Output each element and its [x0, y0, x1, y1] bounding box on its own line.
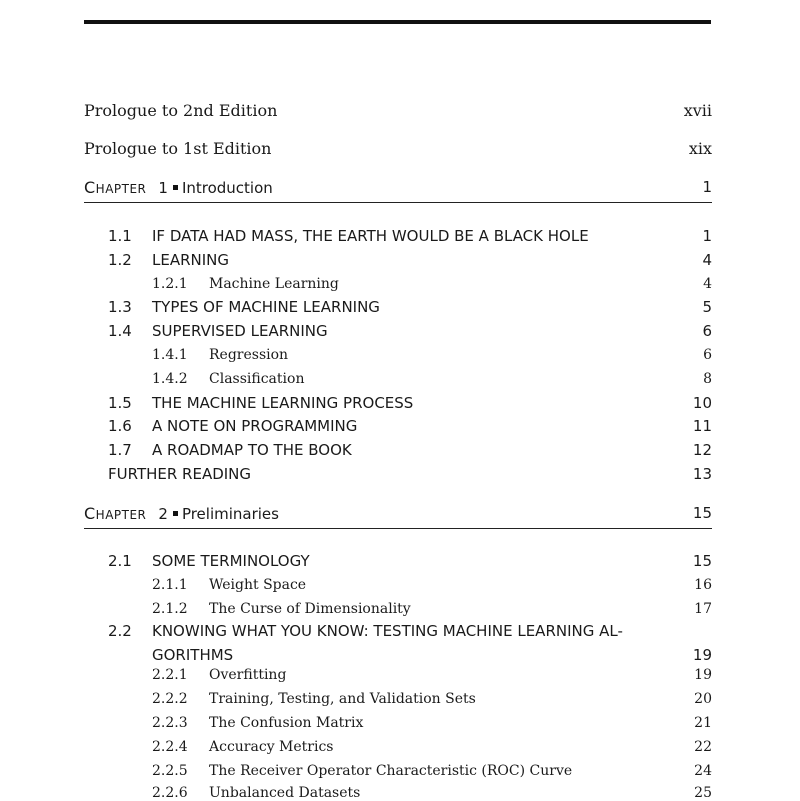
entry-title-line1: KNOWING WHAT YOU KNOW: TESTING MACHINE LEARNING AL-	[152, 622, 623, 640]
toc-chapter-1[interactable]	[84, 178, 712, 203]
entry-page: 13	[692, 465, 712, 483]
entry-page: 20	[694, 691, 712, 707]
toc-entry-further-reading[interactable]	[108, 465, 712, 483]
entry-page: 25	[694, 785, 712, 801]
toc-entry-prologue-1st[interactable]	[84, 139, 712, 158]
entry-title: Overfitting	[209, 667, 287, 683]
entry-title: Prologue to 1st Edition	[84, 139, 272, 158]
entry-title: The Receiver Operator Characteristic (ROC) Curve	[209, 763, 573, 779]
entry-page: 4	[702, 251, 712, 269]
toc-entry-1-5[interactable]	[108, 394, 712, 412]
entry-number: 2.1.1	[152, 577, 188, 593]
entry-number: 2.2.2	[152, 691, 188, 707]
entry-page: 8	[703, 371, 712, 387]
toc-entry-2-2-3[interactable]	[152, 715, 712, 731]
entry-page: 16	[694, 577, 712, 593]
toc-entry-1-4[interactable]	[108, 322, 712, 340]
entry-number: 1.7	[108, 441, 132, 459]
bullet-icon	[173, 185, 178, 190]
toc-entry-2-1[interactable]	[108, 552, 712, 570]
entry-page: 5	[702, 298, 712, 316]
entry-title: IF DATA HAD MASS, THE EARTH WOULD BE A BLACK HOLE	[152, 227, 589, 245]
entry-title: THE MACHINE LEARNING PROCESS	[152, 394, 414, 412]
entry-number: 2.2.5	[152, 763, 188, 779]
toc-entry-1-6[interactable]	[108, 417, 712, 435]
entry-number: 2.1.2	[152, 601, 188, 617]
entry-page: 11	[692, 417, 712, 435]
entry-number: 2.2	[108, 622, 132, 640]
entry-title: Unbalanced Datasets	[209, 785, 361, 801]
entry-page: 1	[702, 227, 712, 245]
entry-title: Weight Space	[209, 577, 307, 593]
toc-entry-2-2-6[interactable]	[152, 785, 712, 801]
toc-entry-2-2-5[interactable]	[152, 763, 712, 779]
entry-number: 1.4.1	[152, 347, 188, 363]
top-rule	[84, 20, 711, 24]
entry-page: 6	[702, 322, 712, 340]
entry-title: Training, Testing, and Validation Sets	[209, 691, 476, 707]
toc-entry-1-7[interactable]	[108, 441, 712, 459]
chapter-page: 1	[702, 178, 712, 196]
entry-title: TYPES OF MACHINE LEARNING	[152, 298, 380, 316]
toc-entry-prologue-2nd[interactable]	[84, 101, 712, 120]
entry-page: 12	[692, 441, 712, 459]
entry-number: 1.6	[108, 417, 132, 435]
entry-page: 22	[694, 739, 712, 755]
chapter-number: 1	[158, 179, 168, 197]
toc-entry-1-3[interactable]	[108, 298, 712, 316]
entry-page: 24	[694, 763, 712, 779]
toc-entry-1-2[interactable]	[108, 251, 712, 269]
entry-title: LEARNING	[152, 251, 230, 269]
entry-title: FURTHER READING	[108, 465, 252, 483]
entry-number: 1.3	[108, 298, 132, 316]
toc-entry-2-1-1[interactable]	[152, 577, 712, 593]
entry-number: 1.4	[108, 322, 132, 340]
entry-title: Regression	[209, 347, 289, 363]
chapter-word: CHAPTER	[84, 178, 147, 197]
entry-number: 1.5	[108, 394, 132, 412]
toc-entry-2-2[interactable]	[108, 622, 712, 670]
entry-page: xix	[688, 139, 712, 158]
entry-page: 15	[692, 552, 712, 570]
entry-number: 2.2.3	[152, 715, 188, 731]
toc-chapter-2[interactable]	[84, 504, 712, 529]
toc-entry-1-2-1[interactable]	[152, 276, 712, 292]
chapter-page: 15	[692, 504, 712, 522]
entry-title: SOME TERMINOLOGY	[152, 552, 310, 570]
entry-title: Accuracy Metrics	[209, 739, 334, 755]
entry-number: 2.2.4	[152, 739, 188, 755]
entry-title: The Curse of Dimensionality	[209, 601, 411, 617]
entry-title: Classification	[209, 371, 305, 387]
toc-entry-2-2-1[interactable]	[152, 667, 712, 683]
entry-title: A ROADMAP TO THE BOOK	[152, 441, 352, 459]
bullet-icon	[173, 511, 178, 516]
entry-page: xvii	[683, 101, 712, 120]
entry-number: 1.2	[108, 251, 132, 269]
toc-entry-2-2-4[interactable]	[152, 739, 712, 755]
chapter-number: 2	[158, 505, 168, 523]
entry-number: 1.2.1	[152, 276, 188, 292]
toc-entry-2-1-2[interactable]	[152, 601, 712, 617]
chapter-word: CHAPTER	[84, 504, 147, 523]
entry-number: 2.1	[108, 552, 132, 570]
chapter-title: Introduction	[181, 179, 273, 197]
entry-title: The Confusion Matrix	[209, 715, 364, 731]
entry-page: 4	[703, 276, 712, 292]
entry-page: 10	[692, 394, 712, 412]
toc-entry-1-4-2[interactable]	[152, 371, 712, 387]
entry-page: 6	[703, 347, 712, 363]
entry-page: 19	[694, 667, 712, 683]
entry-number: 2.2.6	[152, 785, 188, 801]
toc-entry-1-4-1[interactable]	[152, 347, 712, 363]
toc-entry-1-1[interactable]	[108, 227, 712, 245]
entry-title: A NOTE ON PROGRAMMING	[152, 417, 358, 435]
entry-title-line2: GORITHMS	[152, 646, 234, 664]
entry-number: 1.4.2	[152, 371, 188, 387]
entry-page: 17	[694, 601, 712, 617]
entry-page: 19	[692, 646, 712, 664]
toc-entry-2-2-2[interactable]	[152, 691, 712, 707]
entry-title: SUPERVISED LEARNING	[152, 322, 328, 340]
entry-title: Prologue to 2nd Edition	[84, 101, 278, 120]
entry-page: 21	[694, 715, 712, 731]
entry-title: Machine Learning	[209, 276, 339, 292]
entry-number: 2.2.1	[152, 667, 188, 683]
chapter-title: Preliminaries	[181, 505, 279, 523]
entry-number: 1.1	[108, 227, 132, 245]
